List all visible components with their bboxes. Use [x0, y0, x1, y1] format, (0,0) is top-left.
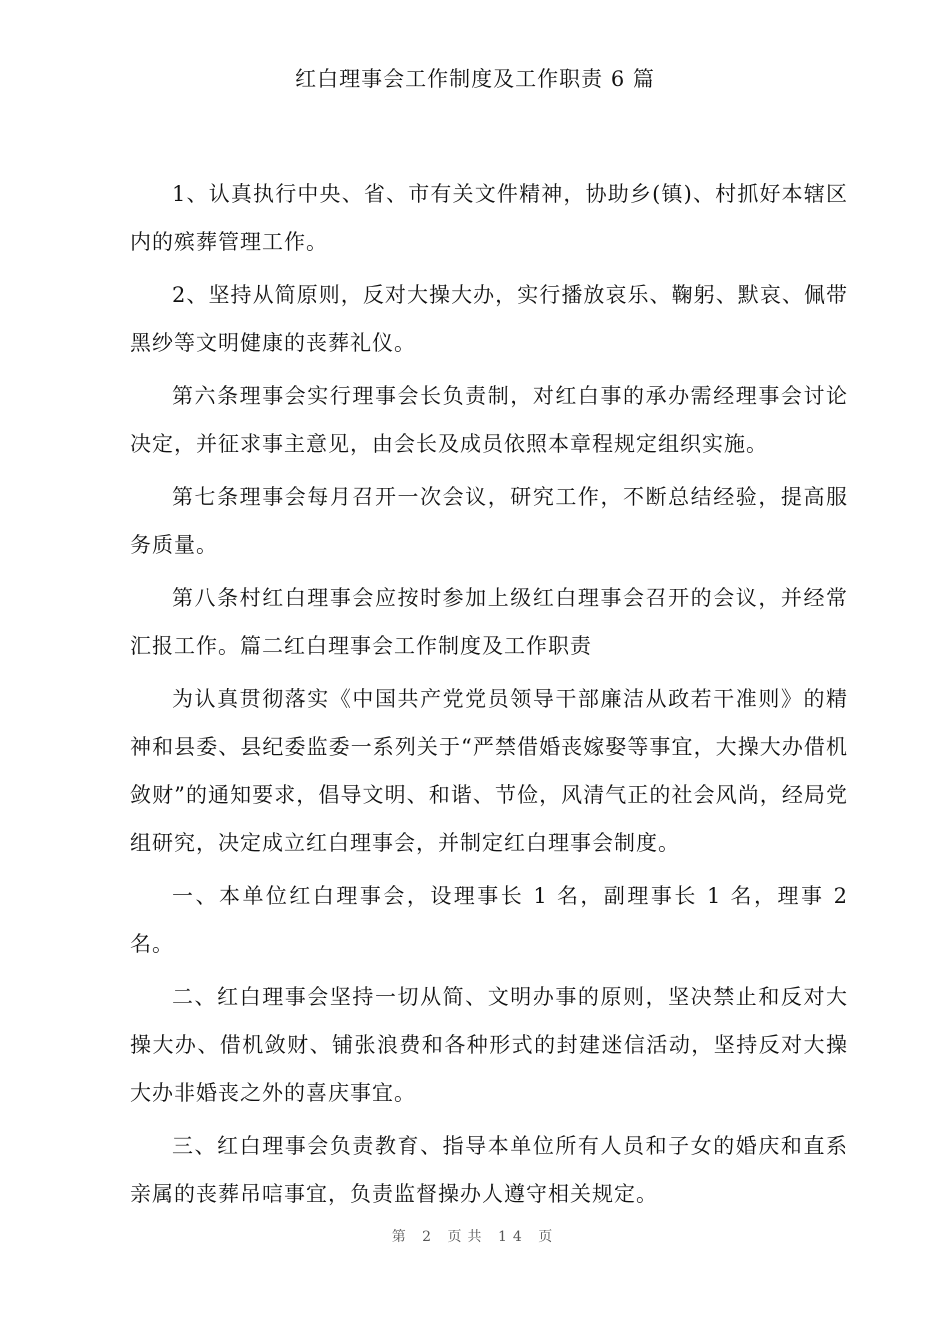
paragraph-1: 1、认真执行中央、省、市有关文件精神，协助乡(镇)、村抓好本辖区内的殡葬管理工作。: [130, 182, 848, 254]
document-body: [130, 170, 848, 1223]
footer-middle: 页共: [447, 1229, 488, 1245]
paragraph-7: 一、本单位红白理事会，设理事长 1 名，副理事长 1 名，理事 2 名。: [130, 884, 848, 956]
paragraph-3: 第六条理事会实行理事会长负责制，对红白事的承办需经理事会讨论决定，并征求事主意见，由会长及成员依照本章程规定组织实施。: [130, 384, 848, 456]
footer-total-pages: 14: [498, 1229, 528, 1245]
paragraph-2: 2、坚持从简原则，反对大操大办，实行播放哀乐、鞠躬、默哀、佩带黑纱等文明健康的丧葬礼仪。: [130, 283, 848, 355]
paragraph-9: 三、红白理事会负责教育、指导本单位所有人员和子女的婚庆和直系亲属的丧葬吊唁事宜，负责监督操办人遵守相关规定。: [130, 1134, 848, 1206]
page-footer: [0, 1226, 950, 1246]
footer-suffix: 页: [538, 1229, 559, 1245]
document-title: 红白理事会工作制度及工作职责 6 篇: [295, 67, 655, 91]
footer-prefix: 第: [391, 1229, 412, 1245]
paragraph-6: 为认真贯彻落实《中国共产党党员领导干部廉洁从政若干准则》的精神和县委、县纪委监委一系列关于“严禁借婚丧嫁娶等事宜，大操大办借机敛财”的通知要求，倡导文明、和谐、节俭，风清气正的社会风尚，经局党组研究，决定成立红白理事会，并制定红白理事会制度。: [130, 687, 848, 855]
paragraph-4: 第七条理事会每月召开一次会议，研究工作，不断总结经验，提高服务质量。: [130, 485, 848, 557]
paragraph-8: 二、红白理事会坚持一切从简、文明办事的原则，坚决禁止和反对大操大办、借机敛财、铺张浪费和各种形式的封建迷信活动，坚持反对大操大办非婚丧之外的喜庆事宜。: [130, 985, 848, 1105]
footer-current-page: 2: [422, 1229, 438, 1245]
paragraph-5: 第八条村红白理事会应按时参加上级红白理事会召开的会议，并经常汇报工作。篇二红白理事会工作制度及工作职责: [130, 586, 848, 658]
